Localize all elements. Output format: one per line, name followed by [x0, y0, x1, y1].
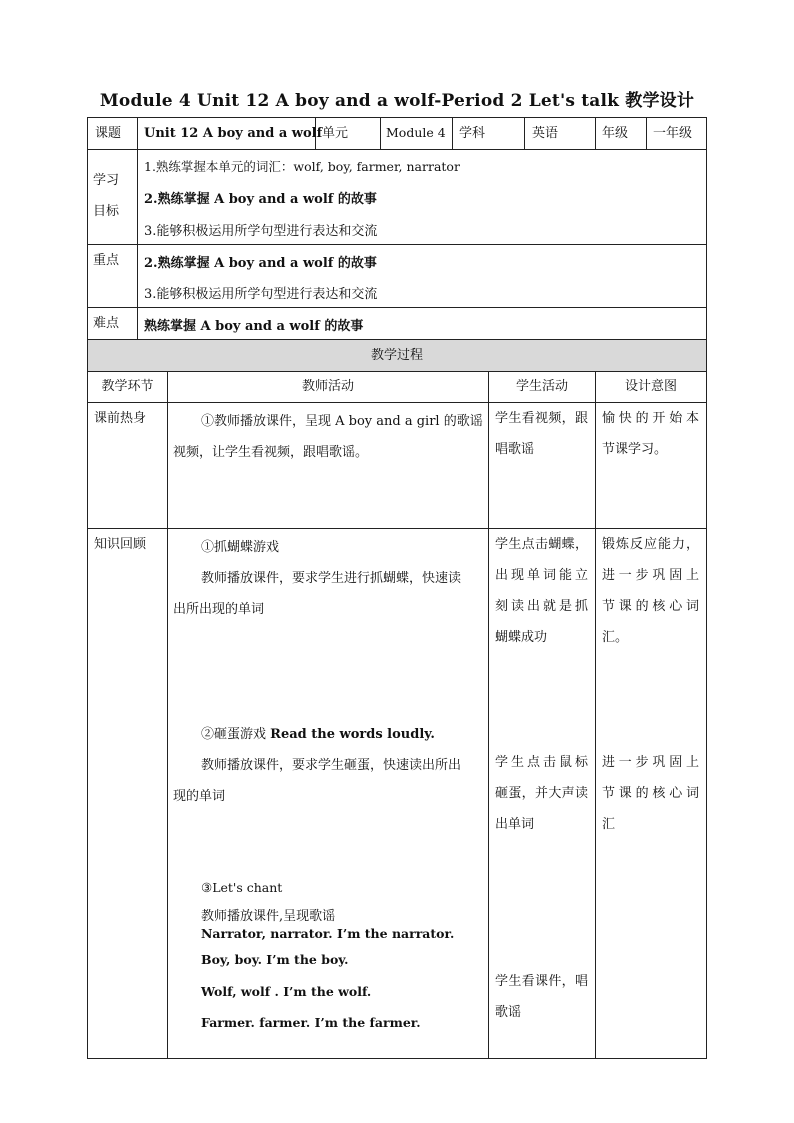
- student-activity: 出现单词能立: [495, 568, 588, 583]
- table-border-left: [87, 117, 88, 1059]
- subject-value: 英语: [532, 126, 559, 141]
- col-header-teacher: 教师活动: [301, 379, 354, 394]
- student-activity: 歌谣: [495, 1005, 522, 1020]
- col-divider: [646, 117, 647, 149]
- teacher-activity: ①教师播放课件，呈现 A boy and a girl 的歌谣: [201, 414, 483, 429]
- student-activity: 出单词: [495, 817, 535, 832]
- game1-title: ①抓蝴蝶游戏: [201, 540, 280, 555]
- difficult-points-label: 难点: [93, 316, 120, 331]
- table-border-right: [706, 117, 707, 1059]
- chant-line: Farmer. farmer. I’m the farmer.: [201, 1015, 421, 1030]
- grade-value: 一年级: [653, 126, 693, 141]
- chant-title: ③Let's chant: [201, 880, 283, 895]
- design-intent: 节课的核心词: [602, 599, 699, 614]
- stage-name: 课前热身: [94, 411, 147, 426]
- teacher-activity: 教师播放课件，要求学生进行抓蝴蝶，快速读: [201, 571, 462, 586]
- key-point-item: 2.熟练掌握 A boy and a wolf 的故事: [144, 256, 377, 271]
- difficult-points-value: 熟练掌握 A boy and a wolf 的故事: [144, 319, 364, 334]
- col-divider: [524, 117, 525, 149]
- goal-item: 2.熟练掌握 A boy and a wolf 的故事: [144, 192, 377, 207]
- student-activity: 学生点击蝴蝶，: [495, 537, 588, 552]
- chant-line: Narrator, narrator. I’m the narrator.: [201, 926, 455, 941]
- table-border-bottom: [87, 1058, 707, 1059]
- row-divider: [87, 149, 707, 150]
- col-header-stage: 教学环节: [101, 379, 154, 394]
- game2-title: [201, 723, 435, 742]
- row-divider: [87, 244, 707, 245]
- student-activity: 刻读出就是抓: [495, 599, 588, 614]
- teacher-activity: 现的单词: [173, 789, 226, 804]
- design-intent: 汇。: [602, 630, 629, 645]
- student-activity: 砸蛋，并大声读: [495, 786, 588, 801]
- col-divider: [488, 371, 489, 1059]
- col-divider: [595, 117, 596, 149]
- goals-label: [93, 165, 119, 227]
- student-activity: 学生看课件，唱: [495, 974, 588, 989]
- col-divider: [452, 117, 453, 149]
- game2-title-cn: ②砸蛋游戏: [201, 727, 267, 742]
- student-activity: 学生看视频，跟: [495, 411, 588, 426]
- design-intent: 进一步巩固上: [602, 568, 699, 583]
- chant-intro: 教师播放课件,呈现歌谣: [201, 909, 336, 924]
- chant-line: Wolf, wolf . I’m the wolf.: [201, 984, 372, 999]
- teacher-activity: 出所出现的单词: [173, 602, 265, 617]
- col-header-intent: 设计意图: [624, 379, 677, 394]
- student-activity: 唱歌谣: [495, 442, 535, 457]
- process-title: 教学过程: [370, 348, 423, 363]
- unit-label: 单元: [322, 126, 349, 141]
- goal-item: 1.熟练掌握本单元的词汇：wolf, boy, farmer, narrator: [144, 159, 460, 174]
- stage-name: 知识回顾: [94, 537, 147, 552]
- teacher-activity: 视频，让学生看视频，跟唱歌谣。: [173, 445, 369, 460]
- col-divider: [595, 371, 596, 1059]
- key-point-item: 3.能够积极运用所学句型进行表达和交流: [144, 287, 378, 302]
- chant-line: Boy, boy. I’m the boy.: [201, 952, 349, 967]
- topic-value: Unit 12 A boy and a wolf: [144, 126, 323, 141]
- design-intent: 愉快的开始本: [602, 411, 699, 426]
- row-divider: [87, 307, 707, 308]
- unit-value: Module 4: [386, 125, 446, 140]
- design-intent: 节课的核心词: [602, 786, 699, 801]
- goal-item: 3.能够积极运用所学句型进行表达和交流: [144, 224, 378, 239]
- subject-label: 学科: [459, 126, 486, 141]
- col-divider: [380, 117, 381, 149]
- goals-label-line2: 目标: [93, 204, 120, 219]
- col-divider: [137, 117, 138, 339]
- design-intent: 锻炼反应能力，: [602, 537, 699, 552]
- col-divider: [167, 371, 168, 1059]
- document-title: Module 4 Unit 12 A boy and a wolf-Period 2 Let's talk 教学设计: [99, 91, 695, 111]
- student-activity: 蝴蝶成功: [495, 630, 548, 645]
- design-intent: 节课学习。: [602, 442, 668, 457]
- col-header-student: 学生活动: [515, 379, 568, 394]
- game2-title-en: Read the words loudly.: [270, 727, 435, 742]
- design-intent: 汇: [602, 817, 616, 832]
- design-intent: 进一步巩固上: [602, 755, 699, 770]
- key-points-label: 重点: [93, 253, 120, 268]
- student-activity: 学生点击鼠标: [495, 755, 588, 770]
- teacher-activity: 教师播放课件，要求学生砸蛋，快速读出所出: [201, 758, 462, 773]
- grade-label: 年级: [602, 126, 629, 141]
- topic-label: 课题: [95, 126, 122, 141]
- goals-label-line1: 学习: [93, 173, 120, 188]
